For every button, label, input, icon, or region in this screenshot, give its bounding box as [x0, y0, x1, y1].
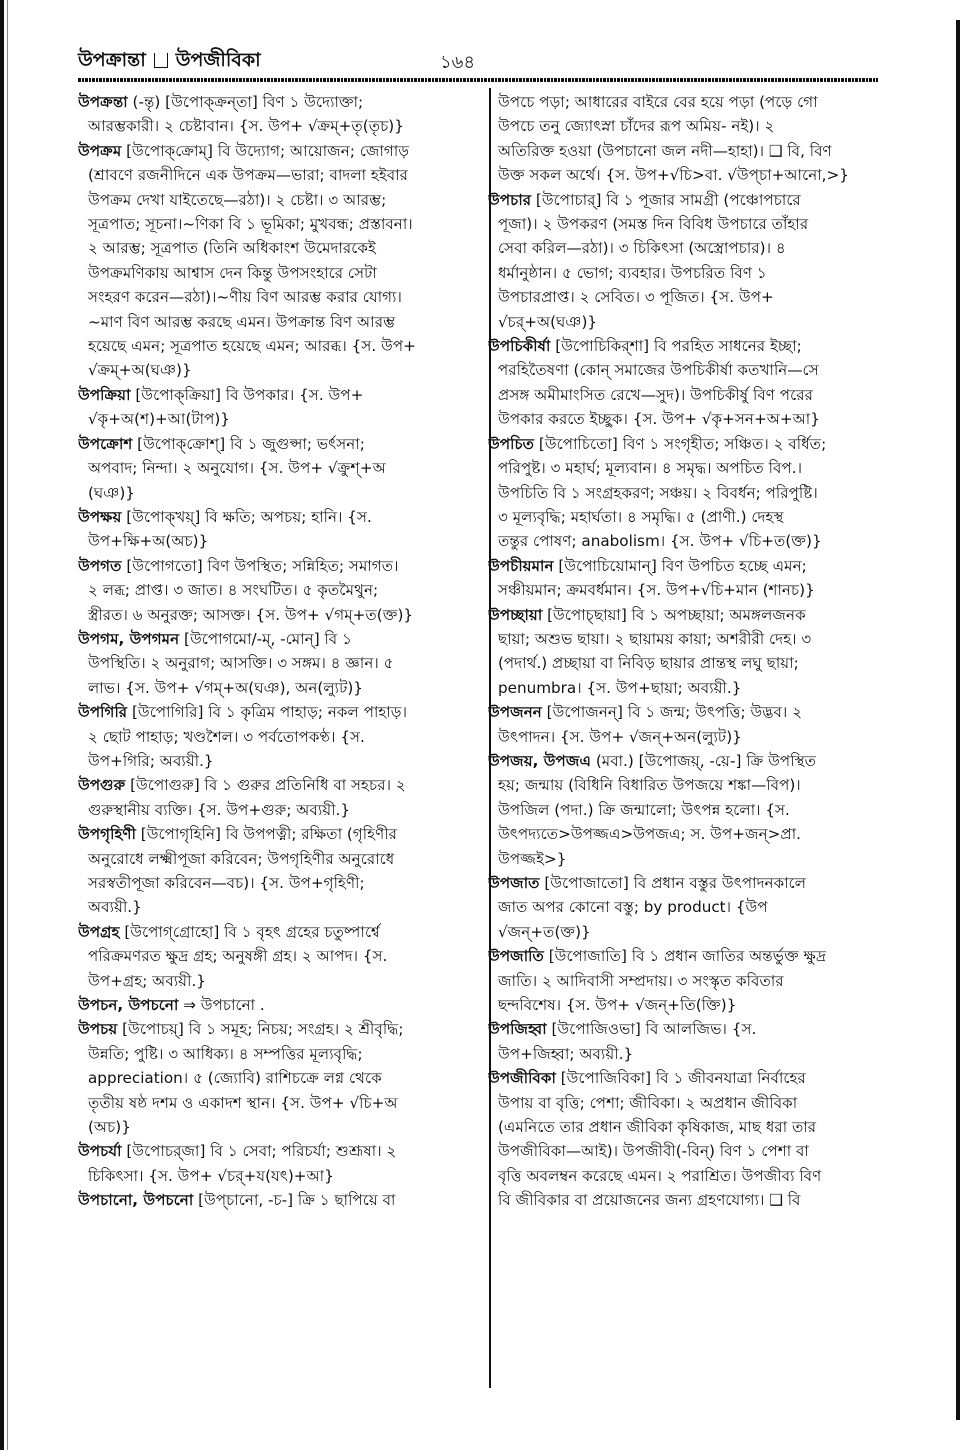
entry-line: (পদার্থ.) প্রচ্ছায়া বা নিবিড় ছায়ার প্রান্তস্থ লঘু ছায়া; [498, 654, 799, 673]
headword: উপজাতি [488, 947, 544, 966]
entry-line: ধর্মানুষ্ঠান। ৫ ভোগ; ব্যবহার। উপচরিত বিণ ১ [498, 263, 767, 282]
headword: উপক্রোশ [78, 434, 133, 453]
entry-line: উপগৃহিণী [উপোগৃহিনি] বি উপপত্নী; রক্ষিতা (গৃহিণীর [78, 825, 398, 844]
entry-line: সূত্রপাত; সূচনা।~ণিকা বি ১ ভূমিকা; মুখবন্ধ; প্রস্তাবনা। [88, 215, 413, 234]
headword: উপচন, উপচনো [78, 996, 179, 1015]
entry-line: appreciation। ৫ (জ্যোবি) রাশিচক্রে লগ্ন থেকে [88, 1069, 382, 1088]
page-edge-left [0, 0, 4, 1450]
entry-line: উপচীয়মান [উপোচিয়োমান্‌] বিণ উপচিত হচ্ছে এমন; [488, 556, 807, 575]
entry-line: পরিপুষ্ট। ৩ মহার্ঘ; মূল্যবান। ৪ সমৃদ্ধ। অপচিত বিপ.। [498, 459, 802, 478]
entry-line: উপগিরি [উপোগিরি] বি ১ কৃত্রিম পাহাড়; নকল পাহাড়। [78, 703, 408, 722]
entry-line: পরহিতৈষণা (কোন্‌ সমাজের উপচিকীর্ষা কতখানি—সে [498, 361, 819, 380]
entry-line: উৎপদ্যতে>উপজ্জএ>উপজএ; স. উপ+জন্‌>প্রা. [498, 825, 801, 844]
entry-line: সঞ্চীয়মান; ক্রমবর্ধমান। {স. উপ+√চি+মান (শানচ)} [498, 581, 815, 600]
headword: উপচিকীর্ষা [488, 337, 551, 356]
headword: উপজীবিকা [488, 1069, 556, 1088]
headword: উপগিরি [78, 703, 128, 722]
entry-line: উপজনন [উপোজনন্‌] বি ১ জন্ম; উৎপত্তি; উদ্ভব। ২ [488, 703, 803, 722]
dictionary-entry [78, 1139, 478, 1188]
entry-line: জাত অপর কোনো বস্তু; by product। {উপ [498, 898, 768, 917]
headword: উপক্রিয়া [78, 385, 131, 404]
guide-separator-icon [154, 53, 168, 68]
headword: উপজিহ্বা [488, 1020, 547, 1039]
entry-line: হয়েছে এমন; সূত্রপাত হয়েছে এমন; আরব্ধ। {স. উপ+ [88, 337, 416, 356]
entry-line: উপজীবিকা [উপোজিবিকা] বি ১ জীবনযাত্রা নির্বাহের [488, 1069, 806, 1088]
dictionary-entry [488, 749, 880, 871]
dictionary-entry [488, 554, 880, 603]
entry-line: ছন্দবিশেষ। {স. উপ+ √জন্‌+তি(ক্তি)} [498, 996, 737, 1015]
dictionary-entry [488, 944, 880, 1017]
entry-line: উপক্রোশ [উপোক্‌ক্রোশ্‌] বি ১ জুগুপ্সা; ভর্ৎসনা; [78, 434, 365, 453]
guide-word-first: উপক্রান্তা [78, 49, 146, 71]
entry-line: তন্তুর পোষণ; anabolism। {স. উপ+ √চি+ত(ক্ত)} [498, 532, 822, 551]
headword: উপচিত [488, 434, 535, 453]
entry-line: উপগ্রহ [উপোগ্‌গ্রোহো] বি ১ বৃহৎ গ্রহের চতুষ্পার্শ্বে [78, 922, 380, 941]
entry-line: উপস্থিতি। ২ অনুরাগ; আসক্তি। ৩ সঙ্গম। ৪ জ্ঞান। ৫ [88, 654, 394, 673]
headword: উপজনন [488, 703, 542, 722]
entry-line: উপক্রিয়া [উপোক্‌ক্রিয়া] বি উপকার। {স. উপ+ [78, 385, 364, 404]
headword: উপক্ষয় [78, 507, 122, 526]
entry-line: উপক্রম [উপোক্‌ক্রোম্‌] বি উদ্যোগ; আয়োজন; জোগাড় [78, 141, 410, 160]
entry-line: অনুরোধে লক্ষ্মীপূজা করিবেন; উপগৃহিণীর অনুরোধে [88, 849, 395, 868]
header-rule [78, 78, 878, 82]
entry-line: পূজা)। ২ উপকরণ (সমস্ত দিন বিবিধ উপচারে তাঁহার [498, 215, 809, 234]
dictionary-entry [78, 383, 478, 432]
headword: উপজয়, উপজএ [488, 751, 592, 770]
entry-line: উপক্রম দেখা যাইতেছে—রঠা)। ২ চেষ্টা। ৩ আরম্ভ; [88, 190, 387, 209]
entry-line: সেবা করিল—রঠা)। ৩ চিকিৎসা (অস্ত্রোপচার)। ৪ [498, 239, 786, 258]
entry-line: ২ আরম্ভ; সূত্রপাত (তিনি অধিকাংশ উমেদারকেই [88, 239, 376, 258]
dictionary-entry [488, 90, 880, 188]
page-number: ১৬৪ [440, 52, 476, 73]
entry-line: সরস্বতীপূজা করিবেন—বচ)। {স. উপ+গৃহিণী; [88, 874, 365, 892]
headword: উপক্রম [78, 141, 122, 160]
dictionary-entry [78, 773, 478, 822]
entry-line: উপজ্জই>} [498, 849, 567, 868]
headword: উপগ্রহ [78, 922, 120, 941]
dictionary-entry [78, 627, 478, 700]
entry-line: উপচারপ্রাপ্ত। ২ সেবিত। ৩ পূজিত। {স. উপ+ [498, 288, 774, 307]
entry-line: উপজাতি [উপোজাতি] বি ১ প্রধান জাতির অন্তর্ভুক্ত ক্ষুদ্র [488, 947, 827, 966]
dictionary-entry [78, 1188, 478, 1212]
entry-line: উপ+গ্রহ; অব্যয়ী.} [88, 971, 206, 990]
entry-line: ৩ মূল্যবৃদ্ধি; মহার্ঘতা। ৪ সমৃদ্ধি। ৫ (প্রাণী.) দেহস্থ [498, 507, 784, 526]
entry-line: অপবাদ; নিন্দা। ২ অনুযোগ। {স. উপ+ √ক্রুশ্‌+অ [88, 459, 386, 478]
entry-line: উপগুরু [উপোগুরু] বি ১ গুরুর প্রতিনিধি বা সহচর। ২ [78, 776, 406, 795]
headword: উপগুরু [78, 776, 126, 795]
dictionary-entry [78, 554, 478, 627]
dictionary-entry [488, 700, 880, 749]
entry-line: উপচিতি বি ১ সংগ্রহকরণ; সঞ্চয়। ২ বিবর্ধন; পরিপুষ্টি। [498, 483, 818, 502]
entry-line: √জন্‌+ত(ক্ত)} [498, 922, 591, 941]
entry-line: উপ+গিরি; অব্যয়ী.} [88, 751, 214, 770]
entry-line: ছায়া; অশুভ ছায়া। ২ ছায়াময় কায়া; অশরীরী দেহ। ৩ [498, 629, 812, 648]
entry-line: উপক্রন্তা (-ন্তৃ) [উপোক্‌ক্রন্‌তা] বিণ ১ উদ্যোক্তা; [78, 93, 364, 111]
entry-line: ~মাণ বিণ আরম্ভ করছে এমন। উপক্রান্ত বিণ আরম্ভ [88, 312, 396, 331]
entry-line: বি জীবিকার বা প্রয়োজনের জন্য গ্রহণযোগ্য। ❑ বি [498, 1191, 801, 1210]
headword: উপচীয়মান [488, 556, 554, 575]
entry-line: উপগত [উপোগতো] বিণ উপস্থিত; সন্নিহিত; সমাগত। [78, 556, 399, 575]
entry-line: চিকিৎসা। {স. উপ+ √চর্‌+য(যৎ)+আ} [88, 1166, 334, 1185]
headword: উপচানো, উপচনো [78, 1191, 194, 1210]
right-column [488, 90, 880, 1213]
entry-line: উপজয়, উপজএ (মবা.) [উপোজয়্‌, -য়ে-] ক্রি উপস্থিত [488, 751, 817, 770]
entry-line: উপচয় [উপোচয়্‌] বি ১ সমূহ; নিচয়; সংগ্রহ। ২ শ্রীবৃদ্ধি; [78, 1020, 404, 1039]
entry-line: আরম্ভকারী। ২ চেষ্টাবান। {স. উপ+ √ক্রম্‌+তৃ(তৃচ)} [88, 117, 404, 136]
entry-line: উপজাত [উপোজাতো] বি প্রধান বস্তুর উৎপাদনকালে [488, 874, 807, 892]
entry-line: জাতি। ২ আদিবাসী সম্প্রদায়। ৩ সংস্কৃত কবিতার [498, 971, 784, 990]
entry-line: তৃতীয় ষষ্ঠ দশম ও একাদশ স্থান। {স. উপ+ √চি+অ [88, 1093, 398, 1112]
dictionary-entry [78, 993, 478, 1017]
entry-line: অব্যয়ী.} [88, 898, 142, 917]
headword: উপগত [78, 556, 122, 575]
entry-line: উপগম, উপগমন [উপোগমো/-ম্‌, -মোন্‌] বি ১ [78, 629, 352, 648]
dictionary-entry [488, 603, 880, 701]
dictionary-entry [78, 505, 478, 554]
entry-line: লাভ। {স. উপ+ √গম্‌+অ(ঘঞ), অন(ল্যুট)} [88, 678, 363, 697]
headword: উপচ্ছায়া [488, 605, 543, 624]
entry-line: উপচে পড়া; আধারের বাইরে বের হয়ে পড়া (পড়ে গো [498, 93, 818, 111]
entry-line: উপচানো, উপচনো [উপ্‌চানো, -চ-] ক্রি ১ ছাপিয়ে বা [78, 1191, 396, 1210]
dictionary-entry [78, 1017, 478, 1139]
headword: উপচয় [78, 1020, 118, 1039]
entry-line: উপচর্যা [উপোচর্‌জা] বি ১ সেবা; পরিচর্যা; শুশ্রূষা। ২ [78, 1142, 397, 1161]
dictionary-entry [78, 822, 478, 920]
entry-line: উপক্ষয় [উপোক্‌খয়্‌] বি ক্ষতি; অপচয়; হানি। {স. [78, 507, 372, 526]
entry-line: উপক্রমণিকায় আশ্বাস দেন কিন্তু উপসংহারে সেটা [88, 263, 377, 282]
headword: উপগম, উপগমন [78, 629, 180, 648]
entry-line: পরিক্রমণরত ক্ষুদ্র গ্রহ; অনুষঙ্গী গ্রহ। ২ আপদ। {স. [88, 947, 388, 966]
dictionary-entry [78, 432, 478, 505]
dictionary-entry [488, 432, 880, 554]
dictionary-entry [78, 920, 478, 993]
headword: উপচার [488, 190, 532, 209]
guide-word-last: উপজীবিকা [175, 49, 261, 71]
entry-line: অতিরিক্ত হওয়া (উপচানো জল নদী—হাহা)। ❑ বি, বিণ [498, 141, 832, 160]
entry-line: penumbra। {স. উপ+ছায়া; অব্যয়ী.} [498, 678, 742, 697]
dictionary-entry [78, 700, 478, 773]
entry-line: (ঘঞ)} [88, 483, 135, 502]
page-edge-shadow [7, 0, 8, 1450]
entry-line: উপচিত [উপোচিতো] বিণ ১ সংগৃহীত; সঞ্চিত। ২ বর্ধিত; [488, 434, 827, 453]
entry-line: উপজীবিকা—আই)। উপজীবী(-বিন্‌) বিণ ১ পেশা বা [498, 1142, 809, 1161]
page-edge-right [956, 20, 960, 1420]
dictionary-entry [488, 871, 880, 944]
entry-line: উপচন, উপচনো ⇒ উপচানো . [78, 996, 265, 1015]
page-header [78, 46, 878, 76]
dictionary-entry [78, 90, 478, 139]
entry-line: উপ+ক্ষি+অ(অচ)} [88, 532, 209, 551]
entry-line: ২ লব্ধ; প্রাপ্ত। ৩ জাত। ৪ সংঘটিত। ৫ কৃতমৈথুন; [88, 581, 379, 600]
headword: উপগৃহিণী [78, 825, 136, 844]
entry-line: উপায় বা বৃত্তি; পেশা; জীবিকা। ২ অপ্রধান জীবিকা [498, 1093, 798, 1112]
dictionary-entry [488, 188, 880, 334]
dictionary-entry [488, 1017, 880, 1066]
headword: উপক্রন্তা [78, 93, 128, 111]
entry-line: √কৃ+অ(শ)+আ(টাপ)} [88, 410, 230, 429]
entry-line: √ক্রম্‌+অ(ঘঞ)} [88, 361, 192, 380]
entry-line: উপচার [উপোচার্‌] বি ১ পূজার সামগ্রী (পঞ্চোপচারে [488, 190, 801, 209]
entry-line: হয়; জন্মায় (বিধিনি বিধারিত উপজয়ে শঙ্কা—বিপ)। [498, 776, 801, 795]
entry-line: উপজিল (পদা.) ক্রি জন্মালো; উৎপন্ন হলো। {স. [498, 800, 790, 819]
left-column [78, 90, 478, 1213]
entry-line: উপচিকীর্ষা [উপোচিকির্‌শা] বি পরহিত সাধনের ইচ্ছা; [488, 337, 802, 356]
entry-line: উপচে তনু জ্যোৎস্না চাঁদের রূপ অমিয়- নই)। ২ [498, 117, 775, 136]
entry-line: স্ত্রীরত। ৬ অনুরক্ত; আসক্ত। {স. উপ+ √গম্‌+ত(ক্ত)} [88, 605, 414, 624]
entry-line: (শ্রাবণে রজনীদিনে এক উপক্রম—ভারা; বাদলা হইবার [88, 166, 408, 185]
entry-line: উপ+জিহ্বা; অব্যয়ী.} [498, 1044, 634, 1063]
entry-line: প্রসঙ্গ অমীমাংসিত রেখে—সুদ)। উপচিকীর্ষু বিণ পরের [498, 385, 813, 404]
entry-line: বৃত্তি অবলম্বন করেছে এমন। ২ পরাশ্রিত। উপজীব্য বিণ [498, 1166, 822, 1185]
entry-line: √চর্‌+অ(ঘঞ)} [498, 312, 598, 331]
entry-line: উপচ্ছায়া [উপোচ্‌ছায়া] বি ১ অপচ্ছায়া; অমঙ্গলজনক [488, 605, 806, 624]
entry-line: উৎপাদন। {স. উপ+ √জন্‌+অন(ল্যুট)} [498, 727, 742, 746]
headword: উপচর্যা [78, 1142, 122, 1161]
entry-line: উপকার করতে ইচ্ছুক। {স. উপ+ √কৃ+সন+অ+আ} [498, 410, 820, 429]
entry-line: (এমনিতে তার প্রধান জীবিকা কৃষিকাজ, মাছ ধরা তার [498, 1118, 817, 1137]
entry-line: সংহরণ করেন—রঠা)।~ণীয় বিণ আরম্ভ করার যোগ্য। [88, 288, 402, 307]
entry-line: উন্নতি; পুষ্টি। ৩ আধিক্য। ৪ সম্পত্তির মূল্যবৃদ্ধি; [88, 1044, 363, 1063]
dictionary-entry [488, 1066, 880, 1212]
headword: উপজাত [488, 874, 540, 892]
entry-line: উক্ত সকল অর্থে। {স. উপ+√চি>বা. √উপ্‌চা+আনো,>} [498, 166, 849, 185]
dictionary-entry [488, 334, 880, 432]
entry-line: ২ ছোট পাহাড়; খণ্ডশৈল। ৩ পর্বতোপকণ্ঠ। {স. [88, 727, 365, 746]
entry-line: (অচ)} [88, 1118, 131, 1137]
entry-line: উপজিহ্বা [উপোজিওভা] বি আলজিভ। {স. [488, 1020, 757, 1039]
guide-words [78, 46, 261, 78]
dictionary-entry [78, 139, 478, 383]
entry-line: গুরুস্থানীয় ব্যক্তি। {স. উপ+গুরু; অব্যয়ী.} [88, 800, 351, 819]
